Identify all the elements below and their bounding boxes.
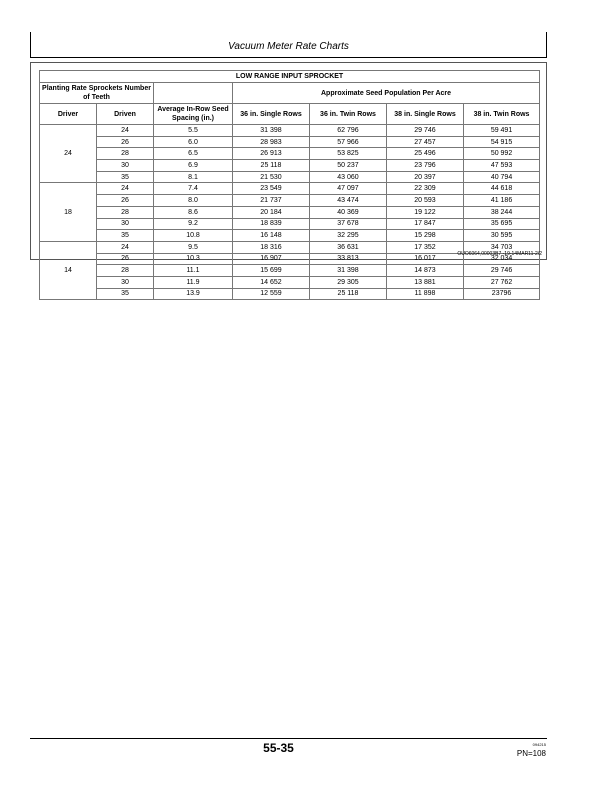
pop-36-single-cell: 18 316 (233, 241, 310, 253)
pop-38-single-cell: 27 457 (387, 136, 464, 148)
pop-38-single-cell: 29 746 (387, 125, 464, 137)
pop-38-twin-cell: 44 618 (464, 183, 540, 195)
reference-code: OUO6064,00003B7 -19-14MAR11-2/2 (457, 251, 542, 257)
spacing-cell: 10.8 (154, 230, 233, 242)
col-header-36-single: 36 in. Single Rows (233, 104, 310, 125)
pop-38-twin-cell: 23796 (464, 288, 540, 300)
col-header-driven: Driven (97, 104, 154, 125)
col-header-driver: Driver (40, 104, 97, 125)
spacing-cell: 6.5 (154, 148, 233, 160)
driven-cell: 24 (97, 125, 154, 137)
pop-36-single-cell: 21 737 (233, 195, 310, 207)
spacing-cell: 8.1 (154, 171, 233, 183)
pop-38-single-cell: 20 397 (387, 171, 464, 183)
spacing-cell: 5.5 (154, 125, 233, 137)
table-row (40, 276, 540, 288)
pop-36-single-cell: 23 549 (233, 183, 310, 195)
driven-cell: 30 (97, 218, 154, 230)
pop-38-twin-cell: 34 703 (464, 241, 540, 253)
spacing-cell: 6.0 (154, 136, 233, 148)
pop-38-twin-cell: 30 595 (464, 230, 540, 242)
pop-36-single-cell: 28 983 (233, 136, 310, 148)
pop-38-single-cell: 17 847 (387, 218, 464, 230)
pop-36-twin-cell: 43 060 (310, 171, 387, 183)
pop-38-single-cell: 25 496 (387, 148, 464, 160)
pop-38-twin-cell: 41 186 (464, 195, 540, 207)
group-header-sprockets: Planting Rate Sprockets Number of Teeth (40, 83, 154, 104)
table-row (40, 148, 540, 160)
pop-36-single-cell: 21 530 (233, 171, 310, 183)
footer-rule (30, 738, 547, 739)
pop-36-twin-cell: 29 305 (310, 276, 387, 288)
driven-cell: 28 (97, 265, 154, 277)
pop-36-twin-cell: 50 237 (310, 160, 387, 172)
pop-36-twin-cell: 53 825 (310, 148, 387, 160)
table-row (40, 265, 540, 277)
pop-36-single-cell: 31 398 (233, 125, 310, 137)
page-title: Vacuum Meter Rate Charts (228, 41, 349, 52)
pop-38-single-cell: 20 593 (387, 195, 464, 207)
spacing-cell: 8.6 (154, 206, 233, 218)
spacing-cell: 7.4 (154, 183, 233, 195)
pop-36-twin-cell: 40 369 (310, 206, 387, 218)
pop-36-single-cell: 16 907 (233, 253, 310, 265)
table-row (40, 171, 540, 183)
driven-cell: 30 (97, 276, 154, 288)
pop-36-twin-cell: 62 796 (310, 125, 387, 137)
table-row (40, 195, 540, 207)
pop-38-twin-cell: 35 695 (464, 218, 540, 230)
driver-cell: 14 (40, 241, 97, 299)
pop-36-single-cell: 16 148 (233, 230, 310, 242)
pop-38-single-cell: 17 352 (387, 241, 464, 253)
pop-38-single-cell: 15 298 (387, 230, 464, 242)
pop-36-twin-cell: 57 966 (310, 136, 387, 148)
pop-38-twin-cell: 38 244 (464, 206, 540, 218)
driven-cell: 24 (97, 183, 154, 195)
pop-36-single-cell: 12 559 (233, 288, 310, 300)
col-header-spacing: Average In-Row Seed Spacing (in.) (154, 104, 233, 125)
pop-38-twin-cell: 29 746 (464, 265, 540, 277)
driven-cell: 28 (97, 148, 154, 160)
spacing-cell: 11.9 (154, 276, 233, 288)
pop-36-twin-cell: 25 118 (310, 288, 387, 300)
table-row (40, 136, 540, 148)
spacing-cell: 8.0 (154, 195, 233, 207)
pop-36-single-cell: 14 652 (233, 276, 310, 288)
driver-cell: 24 (40, 125, 97, 183)
group-header-population: Approximate Seed Population Per Acre (233, 83, 540, 104)
driven-cell: 35 (97, 230, 154, 242)
page-number: 55-35 (263, 741, 294, 755)
spacing-cell: 13.9 (154, 288, 233, 300)
driven-cell: 35 (97, 288, 154, 300)
spacing-cell: 11.1 (154, 265, 233, 277)
spacing-cell: 9.2 (154, 218, 233, 230)
pop-38-single-cell: 16 017 (387, 253, 464, 265)
pop-38-twin-cell: 54 915 (464, 136, 540, 148)
table-row (40, 183, 540, 195)
pop-38-twin-cell: 32 034 (464, 253, 540, 265)
pop-36-twin-cell: 33 813 (310, 253, 387, 265)
col-header-36-twin: 36 in. Twin Rows (310, 104, 387, 125)
pop-38-twin-cell: 27 762 (464, 276, 540, 288)
table-row (40, 160, 540, 172)
spacing-cell: 10.3 (154, 253, 233, 265)
driven-cell: 35 (97, 171, 154, 183)
pop-36-twin-cell: 47 097 (310, 183, 387, 195)
pop-38-single-cell: 19 122 (387, 206, 464, 218)
pop-38-twin-cell: 40 794 (464, 171, 540, 183)
footer-pn: PN=108 (516, 749, 546, 758)
spacing-cell: 6.9 (154, 160, 233, 172)
table-title: LOW RANGE INPUT SPROCKET (40, 71, 540, 83)
pop-36-single-cell: 18 839 (233, 218, 310, 230)
driven-cell: 26 (97, 195, 154, 207)
pop-36-twin-cell: 31 398 (310, 265, 387, 277)
table-row (40, 230, 540, 242)
table-row (40, 206, 540, 218)
pop-38-twin-cell: 59 491 (464, 125, 540, 137)
pop-36-twin-cell: 32 295 (310, 230, 387, 242)
group-header-blank (154, 83, 233, 104)
pop-38-single-cell: 23 796 (387, 160, 464, 172)
pop-36-single-cell: 26 913 (233, 148, 310, 160)
col-header-38-single: 38 in. Single Rows (387, 104, 464, 125)
spacing-cell: 9.5 (154, 241, 233, 253)
table-row (40, 218, 540, 230)
driver-cell: 18 (40, 183, 97, 241)
pop-36-single-cell: 25 118 (233, 160, 310, 172)
pop-36-twin-cell: 43 474 (310, 195, 387, 207)
pop-36-single-cell: 15 699 (233, 265, 310, 277)
pop-38-single-cell: 14 873 (387, 265, 464, 277)
driven-cell: 26 (97, 253, 154, 265)
table-row (40, 288, 540, 300)
driven-cell: 26 (97, 136, 154, 148)
table-row (40, 125, 540, 137)
pop-38-twin-cell: 47 593 (464, 160, 540, 172)
driven-cell: 30 (97, 160, 154, 172)
pop-36-twin-cell: 36 631 (310, 241, 387, 253)
driven-cell: 24 (97, 241, 154, 253)
driven-cell: 28 (97, 206, 154, 218)
col-header-38-twin: 38 in. Twin Rows (464, 104, 540, 125)
pop-38-single-cell: 11 898 (387, 288, 464, 300)
pop-36-single-cell: 20 184 (233, 206, 310, 218)
footer-code: 094215 (532, 742, 546, 747)
table-body (40, 125, 540, 300)
seed-rate-table (39, 70, 540, 300)
header-rule (30, 57, 547, 58)
pop-38-single-cell: 13 881 (387, 276, 464, 288)
pop-36-twin-cell: 37 678 (310, 218, 387, 230)
pop-38-twin-cell: 50 992 (464, 148, 540, 160)
pop-38-single-cell: 22 309 (387, 183, 464, 195)
